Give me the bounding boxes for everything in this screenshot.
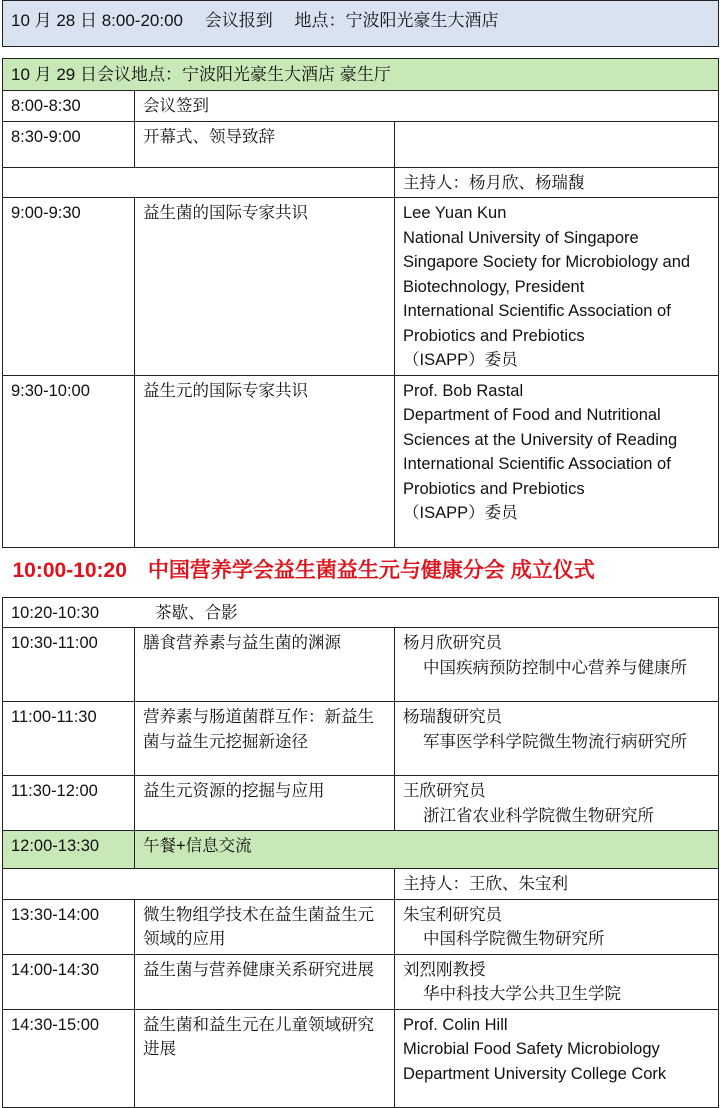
- topic-cell: 营养素与肠道菌群互作：新益生菌与益生元挖掘新途径: [135, 702, 395, 776]
- day1-header: 10 月 28 日 8:00-20:00 会议报到 地点：宁波阳光豪生大酒店: [3, 1, 719, 47]
- table-row: [3, 375, 719, 547]
- speaker-cell: Lee Yuan Kun National University of Singapore Singapore Society for Microbiology and Biotechnology, President International Scientific Association of Probiotics and Prebiotics （ISAPP）委员: [395, 198, 719, 376]
- speaker-cell: [395, 954, 719, 1009]
- speaker-org: 中国科学院微生物研究所: [423, 930, 605, 948]
- host-cell: 主持人：王欣、朱宝利: [395, 869, 719, 900]
- table-row: [3, 899, 719, 954]
- time-cell: 8:00-8:30: [3, 91, 135, 122]
- table-row: [3, 91, 719, 122]
- speaker-name: 杨瑞馥研究员: [403, 708, 502, 726]
- ceremony-title: 10:00-10:20 中国营养学会益生菌益生元与健康分会 成立仪式: [3, 547, 719, 597]
- time-cell: 14:30-15:00: [3, 1009, 135, 1107]
- speaker-org: 军事医学科学院微生物流行病研究所: [423, 732, 687, 751]
- table-row: [3, 702, 719, 776]
- topic-cell: 益生菌和益生元在儿童领域研究进展: [135, 1009, 395, 1107]
- host-cell: 主持人：杨月欣、杨瑞馥: [395, 167, 719, 198]
- activity-label: 茶歇、合影: [155, 603, 238, 622]
- table-row: [3, 198, 719, 376]
- table-row: [3, 121, 719, 167]
- speaker-cell: [395, 628, 719, 702]
- day2-header-row: [3, 59, 719, 91]
- time-cell: 8:30-9:00: [3, 121, 135, 167]
- table-row: [3, 628, 719, 702]
- topic-cell: 益生菌与营养健康关系研究进展: [135, 954, 395, 1009]
- time-cell: 10:20-10:30: [11, 603, 100, 622]
- speaker-cell: [395, 702, 719, 776]
- speaker-name: 杨月欣研究员: [403, 634, 502, 652]
- speaker-cell: [395, 899, 719, 954]
- speaker-cell: Prof. Bob Rastal Department of Food and Nutritional Sciences at the University of Reading International Scientific Association of Probiotics and Prebiotics （ISAPP）委员: [395, 375, 719, 547]
- time-cell: 11:00-11:30: [3, 702, 135, 776]
- speaker-org: 中国疾病预防控制中心营养与健康所: [423, 658, 687, 677]
- time-cell: 9:00-9:30: [3, 198, 135, 376]
- time-cell: 9:30-10:00: [3, 375, 135, 547]
- speaker-name: 刘烈刚教授: [403, 960, 486, 979]
- time-cell: 10:30-11:00: [3, 628, 135, 702]
- host-row: [3, 869, 719, 900]
- table-row: [3, 1009, 719, 1107]
- topic-cell: 膳食营养素与益生菌的渊源: [135, 628, 395, 702]
- topic-cell: 开幕式、领导致辞: [135, 121, 395, 167]
- topic-cell: 微生物组学技术在益生菌益生元领域的应用: [135, 899, 395, 954]
- topic-cell: 益生元资源的挖掘与应用: [135, 776, 395, 831]
- time-cell: 11:30-12:00: [3, 776, 135, 831]
- agenda-table: [2, 0, 719, 1108]
- table-row: [3, 954, 719, 1009]
- speaker-name: 王欣研究员: [403, 782, 486, 800]
- speaker-cell: Prof. Colin Hill Microbial Food Safety Microbiology Department University College Cork: [395, 1009, 719, 1107]
- tea-row: [3, 597, 719, 628]
- topic-cell: 益生元的国际专家共识: [135, 375, 395, 547]
- ceremony-row: [3, 547, 719, 597]
- speaker-cell: [395, 776, 719, 831]
- activity-label: 午餐+信息交流: [135, 831, 719, 869]
- day2-header: 10 月 29 日会议地点：宁波阳光豪生大酒店 豪生厅: [3, 59, 719, 91]
- time-cell: 12:00-13:30: [3, 831, 135, 869]
- topic-cell: 会议签到: [135, 91, 719, 122]
- speaker-cell: [395, 121, 719, 167]
- topic-cell: 益生菌的国际专家共识: [135, 198, 395, 376]
- speaker-org: 浙江省农业科学院微生物研究所: [423, 806, 654, 825]
- day1-header-row: [3, 1, 719, 47]
- speaker-name: 朱宝利研究员: [403, 905, 502, 924]
- table-row: [3, 776, 719, 831]
- time-cell: 13:30-14:00: [3, 899, 135, 954]
- speaker-org: 华中科技大学公共卫生学院: [423, 985, 621, 1003]
- time-cell: 14:00-14:30: [3, 954, 135, 1009]
- lunch-row: [3, 831, 719, 869]
- host-row: [3, 167, 719, 198]
